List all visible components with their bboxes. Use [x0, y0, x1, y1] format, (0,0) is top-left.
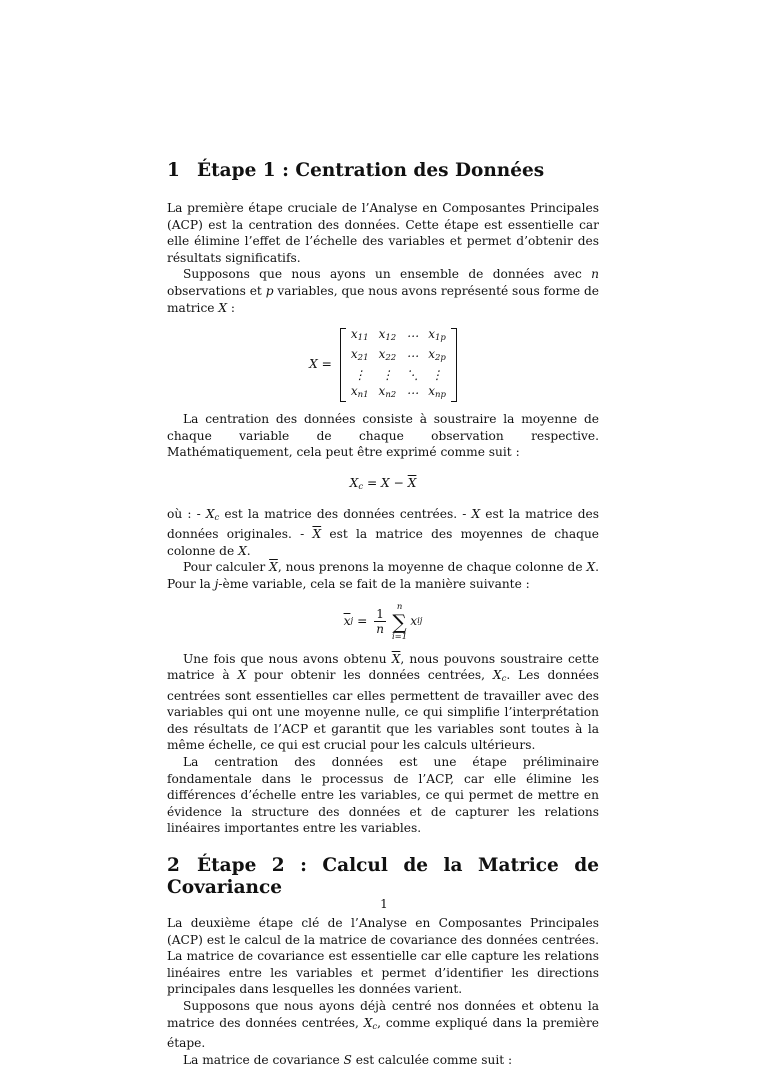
matrix-row: [346, 366, 451, 383]
section-1-paragraph-4: où : - $X_c$ est la matrice des données centrées. - X est la matrice des données originales. - $\overline{X}$ est la matrice des moyennes de chaque colonne de X.: [167, 506, 600, 558]
matrix-cell: ⋯: [406, 329, 419, 344]
matrix-cell: ⋮: [431, 367, 444, 382]
centering-equation: $X_c = X - \overline{X}$: [349, 475, 417, 492]
section-1-paragraph-3: La centration des données consiste à soustraire la moyenne de chaque variable de chaque observation respective. Mathématiquement, cela peut être exprimé comme suit :: [167, 412, 599, 460]
page-number: 1: [380, 897, 388, 911]
section-1-paragraph-2: Supposons que nous ayons un ensemble de données avec n observations et p variables, que nous avons représenté sous forme de matrice X :: [167, 267, 599, 315]
matrix-cell: ⋯: [406, 349, 419, 364]
mean-equation: $\overline{x}$ j = $\frac{1}{n}$ n ∑ i=1 x ij: [343, 601, 423, 642]
page-content: [167, 150, 599, 1068]
matrix-equation: [167, 326, 599, 403]
section-2-title: Étape 2 : Calcul de la Matrice de Covariance: [167, 855, 599, 899]
section-1-paragraph-7: La centration des données est une étape préliminaire fondamentale dans le processus de l’ACP, car elle élimine les différences d’échelle entre les variables, ce qui permet de mettre en évidence la structure des données et de capturer les relations linéaires importantes entre les variables.: [167, 755, 599, 836]
matrix-row: [346, 383, 451, 403]
fraction: $\frac{1}{n}$: [376, 607, 384, 636]
matrix-cell: $x_{12}$: [378, 327, 397, 344]
section-2-number: 2: [167, 855, 180, 877]
section-1-title: Étape 1 : Centration des Données: [197, 160, 545, 181]
matrix-cell: ⋮: [353, 367, 366, 382]
matrix-cell: $x_{n1}$: [350, 384, 369, 401]
matrix-cell: $x_{2p}$: [428, 347, 446, 364]
matrix-right-bracket: [451, 328, 457, 402]
matrix-cell: ⋯: [406, 386, 419, 401]
matrix-cell: ⋱: [406, 367, 419, 382]
matrix-cell: $x_{np}$: [428, 384, 446, 401]
summation: n ∑ i=1: [391, 601, 408, 642]
section-1-number: 1: [167, 160, 180, 181]
section-2-paragraph-2: Supposons que nous ayons déjà centré nos données et obtenu la matrice des données centrées, $X_c$, comme expliqué dans la première étape.: [167, 999, 599, 1051]
section-1-paragraph-1: La première étape cruciale de l’Analyse en Composantes Principales (ACP) est la centration des données. Cette étape est essentielle car elle élimine l’effet de l’échelle des variables et permet d’obtenir des résultats significatifs.: [167, 201, 599, 265]
section-1-paragraph-6: Une fois que nous avons obtenu $\overline{X}$, nous pouvons soustraire cette matrice à X pour obtenir les données centrées, $X_c$. Les données centrées sont essentielles car elles permettent de travailler avec des variables qui ont une moyenne nulle, ce qui simplifie l’interprétation des résultats de l’ACP et garantit que les variables sont toutes à la même échelle, ce qui est crucial pour les calculs ultérieurs.: [167, 651, 600, 753]
section-2-paragraph-3: La matrice de covariance S est calculée comme suit :: [183, 1052, 513, 1067]
matrix-lhs: X =: [309, 357, 332, 372]
section-1-heading: [167, 160, 599, 182]
data-matrix: [346, 326, 451, 403]
matrix-cell: $x_{22}$: [378, 347, 397, 364]
matrix-row: [346, 346, 451, 366]
section-2-paragraph-1: La deuxième étape clé de l’Analyse en Composantes Principales (ACP) est le calcul de la matrice de covariance des données centrées. La matrice de covariance est essentielle car elle capture les relations linéaires entre les variables et permet d’identifier les directions principales dans lesquelles les données varient.: [167, 916, 599, 997]
matrix-cell: $x_{21}$: [350, 347, 369, 364]
matrix-row: [346, 326, 451, 346]
matrix-cell: $x_{1p}$: [428, 327, 446, 344]
matrix-cell: $x_{11}$: [350, 327, 369, 344]
matrix-cell: ⋮: [381, 367, 394, 382]
matrix-cell: $x_{n2}$: [378, 384, 397, 401]
section-1-paragraph-5: Pour calculer $\overline{X}$, nous prenons la moyenne de chaque colonne de X. Pour la j-ème variable, cela se fait de la manière suivante :: [167, 560, 599, 591]
section-2-heading: [167, 855, 599, 899]
